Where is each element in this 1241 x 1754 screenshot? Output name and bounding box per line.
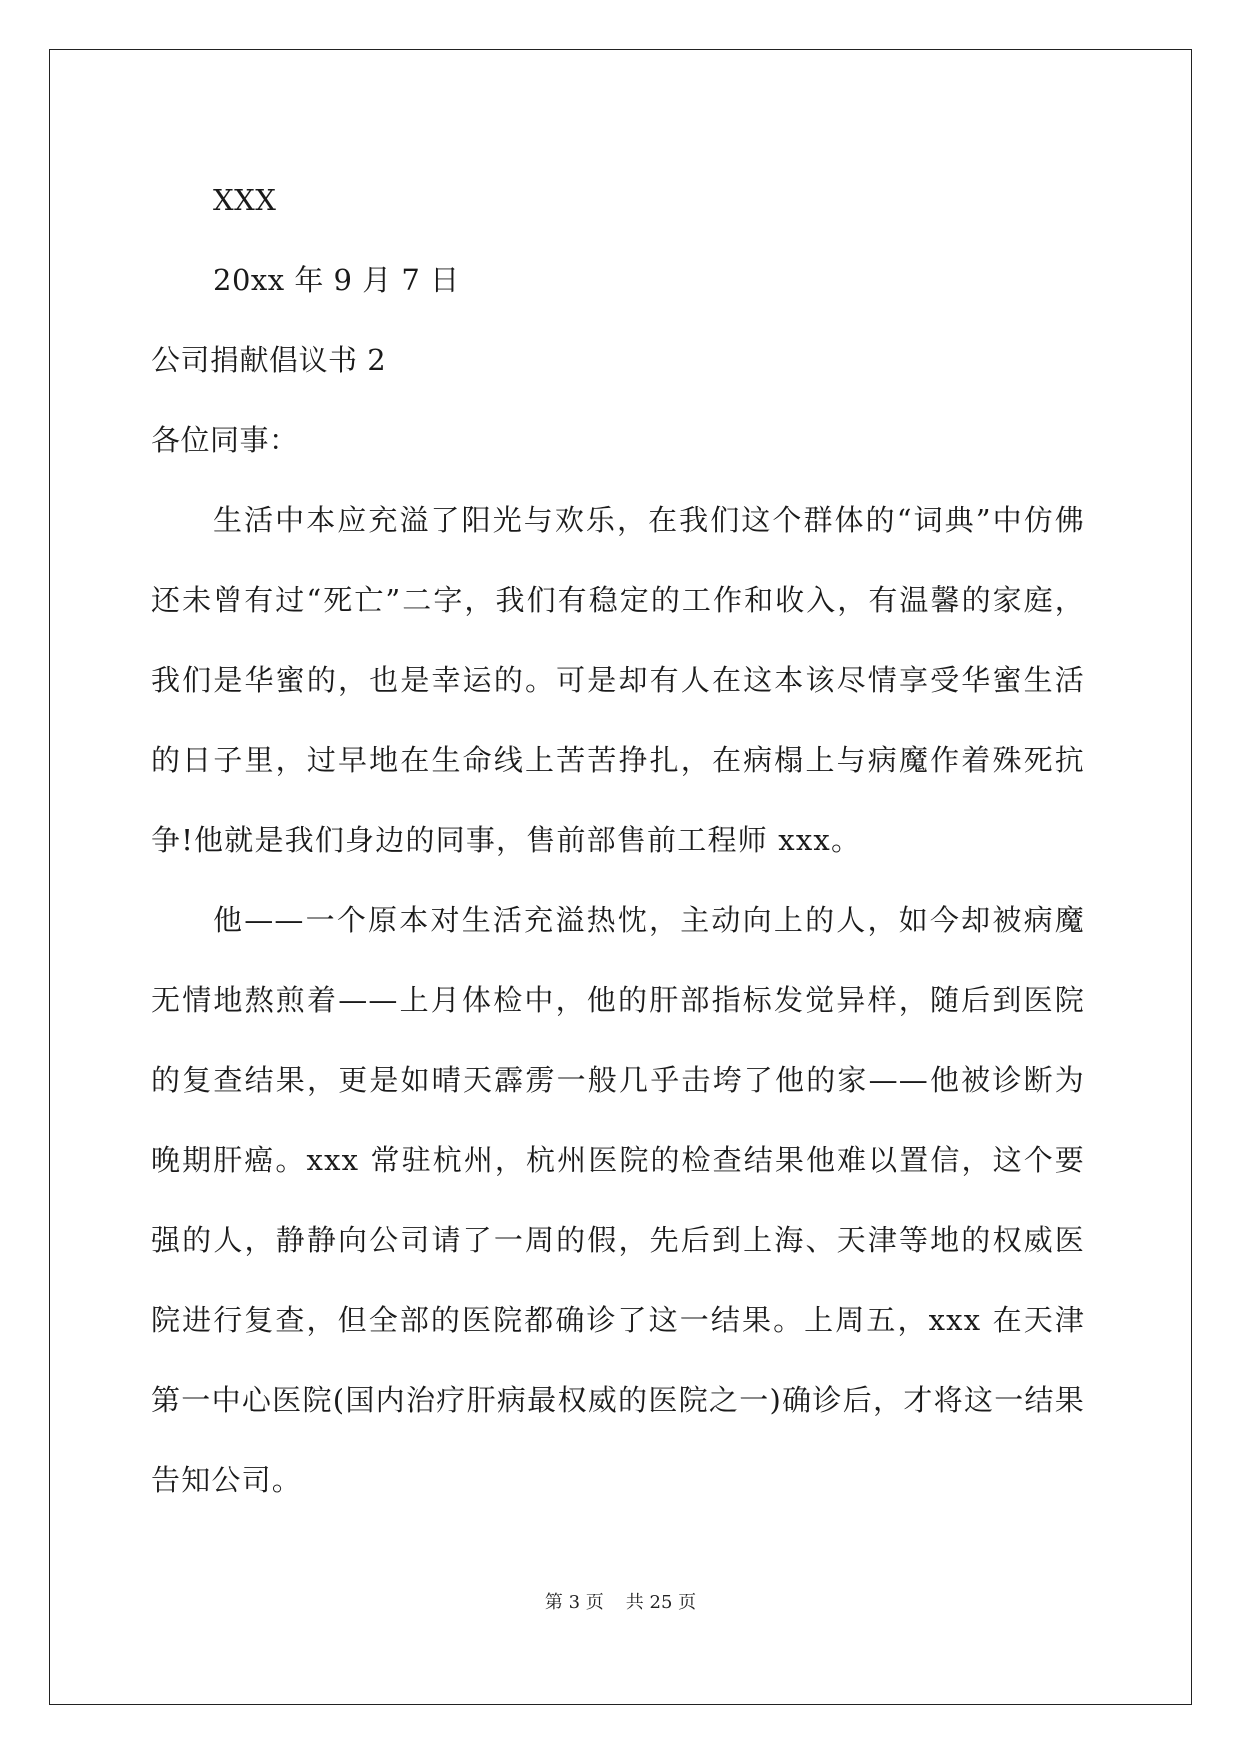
page-total: 共 25 页 bbox=[625, 1592, 697, 1613]
paragraph: 生活中本应充溢了阳光与欢乐，在我们这个群体的“词典”中仿佛还未曾有过“死亡”二字，我们有稳定的工作和收入，有温馨的家庭，我们是华蜜的，也是幸运的。可是却有人在这本该尽情享受华蜜生活的日子里，过早地在生命线上苦苦挣扎，在病榻上与病魔作着殊死抗争!他就是我们身边的同事，售前部售前工程师 xxx。 bbox=[151, 503, 1085, 857]
document-title: 公司捐献倡议书 2 bbox=[151, 343, 387, 377]
page-footer bbox=[0, 1588, 1241, 1614]
document-body bbox=[151, 160, 1085, 1520]
page-number: 第 3 页 bbox=[544, 1592, 604, 1613]
signature: XXX bbox=[213, 183, 277, 217]
date-line: 20xx 年 9 月 7 日 bbox=[213, 263, 460, 297]
salutation: 各位同事： bbox=[151, 423, 299, 457]
paragraph: 他——一个原本对生活充溢热忱，主动向上的人，如今却被病魔无情地熬煎着——上月体检中，他的肝部指标发觉异样，随后到医院的复查结果，更是如晴天霹雳一般几乎击垮了他的家——他被诊断为晚期肝癌。xxx 常驻杭州，杭州医院的检查结果他难以置信，这个要强的人，静静向公司请了一周的假，先后到上海、天津等地的权威医院进行复查，但全部的医院都确诊了这一结果。上周五，xxx 在天津第一中心医院(国内治疗肝病最权威的医院之一)确诊后，才将这一结果告知公司。 bbox=[151, 903, 1085, 1497]
